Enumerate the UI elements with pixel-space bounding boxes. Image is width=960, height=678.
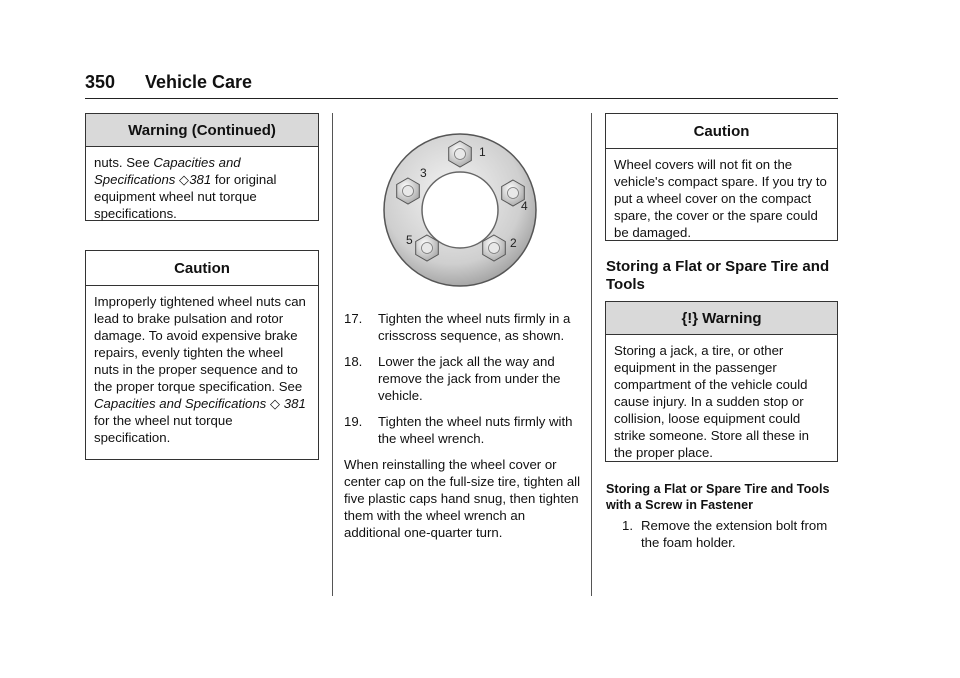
nut-label-1: 1 (479, 145, 486, 159)
warning-icon: {!} (681, 309, 699, 327)
steps-column-middle (344, 310, 582, 541)
step-text: Lower the jack all the way and remove the jack from under the vehicle. (378, 354, 561, 403)
page-ref-arrow-icon: ◇ (269, 396, 281, 411)
caution-title: Caution (606, 114, 837, 149)
reinstall-paragraph: When reinstalling the wheel cover or center cap on the full-size tire, tighten all five plastic caps hand snug, then tighten them with the wheel wrench an additional one-quarter turn. (344, 457, 581, 540)
steps-column-right (622, 517, 832, 560)
step-number: 1. (622, 518, 633, 533)
list-item (622, 517, 832, 551)
list-item (344, 310, 582, 344)
nut-label-2: 2 (510, 236, 517, 250)
caution-box-spare (605, 113, 838, 241)
step-number: 18. (344, 354, 363, 369)
step-number: 19. (344, 414, 363, 429)
nut-label-3: 3 (420, 166, 427, 180)
page-header (85, 70, 838, 99)
hub-center-hole (422, 172, 498, 248)
warning-text: Storing a jack, a tire, or other equipment in the passenger compartment of the vehicle could cause injury. In a sudden stop or collision, loose equipment could strike someone. Store all these in the proper place. (614, 343, 809, 460)
caution-title: Caution (86, 251, 318, 286)
caution-text: Wheel covers will not fit on the vehicle's compact spare. If you try to put a wheel cover on the compact spare, the cover or the spare could be damaged. (614, 157, 827, 240)
page-number: 350 (85, 72, 116, 92)
subheading: Storing a Flat or Spare Tire and Tools with a Screw in Fastener (606, 482, 830, 512)
column-divider-right (591, 113, 592, 596)
step-text: Tighten the wheel nuts firmly in a crisscross sequence, as shown. (378, 311, 571, 343)
section-heading: Storing a Flat or Spare Tire and Tools (606, 258, 830, 293)
list-item (344, 413, 582, 447)
warning-continued-box (85, 113, 319, 221)
warning-continued-title: Warning (Continued) (86, 114, 318, 147)
section-title: Vehicle Care (145, 72, 253, 92)
page-ref[interactable]: 381 (283, 396, 306, 411)
step-number: 17. (344, 311, 363, 326)
nut-label-4: 4 (521, 199, 528, 213)
capacities-link[interactable]: Capacities and Specifications (94, 155, 241, 187)
list-item (344, 353, 582, 404)
warning-continued-text: nuts. See Capacities and Specifications ◇381 for original equipment wheel nut torque specifications. (94, 155, 277, 221)
wheel-nut-sequence-diagram (380, 130, 540, 290)
warning-title: Warning (702, 309, 762, 327)
caution-box (85, 250, 319, 460)
page-ref-arrow-icon: ◇ (179, 172, 190, 187)
step-text: Tighten the wheel nuts firmly with the wheel wrench. (378, 414, 573, 446)
warning-header (606, 302, 837, 335)
page-ref[interactable]: 381 (189, 172, 212, 187)
warning-box (605, 301, 838, 462)
step-text: Remove the extension bolt from the foam holder. (641, 518, 828, 550)
capacities-link[interactable]: Capacities and Specifications (94, 396, 267, 411)
caution-text: Improperly tightened wheel nuts can lead to brake pulsation and rotor damage. To avoid expensive brake repairs, evenly tighten the wheel nuts in the proper sequence and to the proper torque specification. See Capacities and Specifications ◇ 381 for the wheel nut torque specification. (94, 294, 306, 445)
nut-label-5: 5 (406, 233, 413, 247)
column-divider-left (332, 113, 333, 596)
